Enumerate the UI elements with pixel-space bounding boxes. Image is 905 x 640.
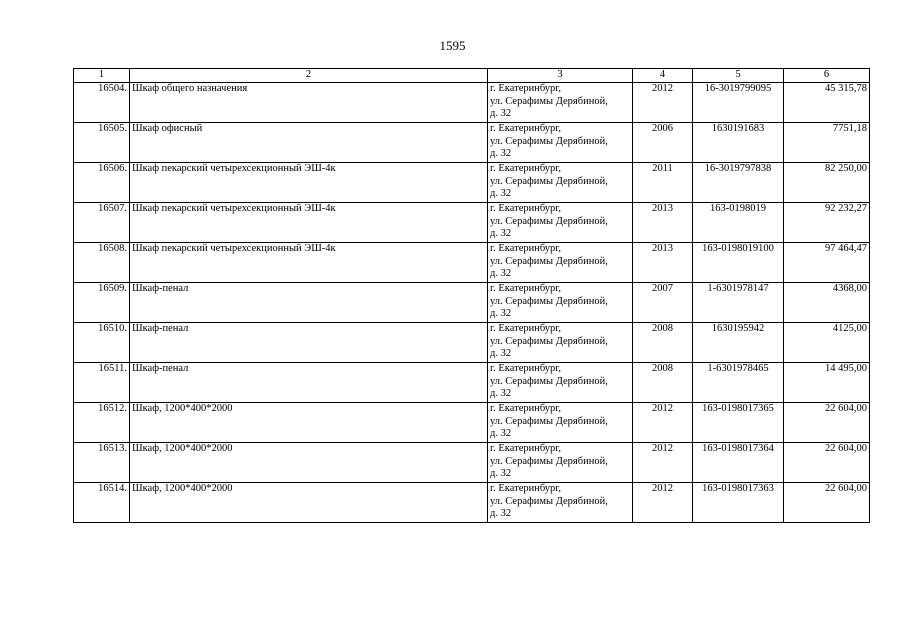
item-inventory-number: 1630195942	[693, 323, 784, 363]
item-inventory-number: 1-6301978147	[693, 283, 784, 323]
item-number: 16510.	[74, 323, 130, 363]
table-row	[74, 283, 870, 323]
item-address: г. Екатеринбург, ул. Серафимы Дерябиной, д. 32	[488, 363, 633, 403]
table-row	[74, 483, 870, 523]
item-name: Шкаф офисный	[130, 123, 488, 163]
item-address: г. Екатеринбург, ул. Серафимы Дерябиной, д. 32	[488, 123, 633, 163]
item-address: г. Екатеринбург, ул. Серафимы Дерябиной, д. 32	[488, 443, 633, 483]
item-year: 2012	[633, 403, 693, 443]
item-address: г. Екатеринбург, ул. Серафимы Дерябиной, д. 32	[488, 283, 633, 323]
item-name: Шкаф-пенал	[130, 283, 488, 323]
item-inventory-number: 1630191683	[693, 123, 784, 163]
item-number: 16508.	[74, 243, 130, 283]
table-row	[74, 323, 870, 363]
item-inventory-number: 1-6301978465	[693, 363, 784, 403]
table-row	[74, 123, 870, 163]
table-body	[74, 83, 870, 523]
item-year: 2013	[633, 203, 693, 243]
header-row	[74, 69, 870, 83]
item-name: Шкаф, 1200*400*2000	[130, 443, 488, 483]
item-year: 2008	[633, 363, 693, 403]
item-inventory-number: 16-3019797838	[693, 163, 784, 203]
item-cost: 4368,00	[784, 283, 870, 323]
table-row	[74, 83, 870, 123]
item-address: г. Екатеринбург, ул. Серафимы Дерябиной, д. 32	[488, 83, 633, 123]
item-cost: 97 464,47	[784, 243, 870, 283]
item-inventory-number: 163-0198017365	[693, 403, 784, 443]
item-cost: 82 250,00	[784, 163, 870, 203]
column-header: 4	[633, 69, 693, 83]
item-cost: 4125,00	[784, 323, 870, 363]
item-address: г. Екатеринбург, ул. Серафимы Дерябиной, д. 32	[488, 323, 633, 363]
item-inventory-number: 16-3019799095	[693, 83, 784, 123]
item-inventory-number: 163-0198019100	[693, 243, 784, 283]
item-year: 2012	[633, 483, 693, 523]
item-year: 2008	[633, 323, 693, 363]
table-header	[74, 69, 870, 83]
item-inventory-number: 163-0198017363	[693, 483, 784, 523]
item-address: г. Екатеринбург, ул. Серафимы Дерябиной, д. 32	[488, 403, 633, 443]
item-year: 2011	[633, 163, 693, 203]
item-number: 16505.	[74, 123, 130, 163]
item-year: 2013	[633, 243, 693, 283]
column-header: 5	[693, 69, 784, 83]
item-year: 2012	[633, 83, 693, 123]
item-inventory-number: 163-0198017364	[693, 443, 784, 483]
item-cost: 45 315,78	[784, 83, 870, 123]
item-cost: 14 495,00	[784, 363, 870, 403]
column-header: 2	[130, 69, 488, 83]
item-cost: 92 232,27	[784, 203, 870, 243]
item-number: 16506.	[74, 163, 130, 203]
property-registry-table	[73, 68, 870, 523]
item-inventory-number: 163-0198019	[693, 203, 784, 243]
column-header: 3	[488, 69, 633, 83]
table-row	[74, 203, 870, 243]
table-row	[74, 363, 870, 403]
item-name: Шкаф-пенал	[130, 363, 488, 403]
item-number: 16507.	[74, 203, 130, 243]
table-row	[74, 243, 870, 283]
item-year: 2012	[633, 443, 693, 483]
page-number: 1595	[439, 38, 466, 53]
item-number: 16514.	[74, 483, 130, 523]
item-name: Шкаф пекарский четырехсекционный ЭШ-4к	[130, 203, 488, 243]
item-cost: 22 604,00	[784, 483, 870, 523]
item-name: Шкаф-пенал	[130, 323, 488, 363]
item-name: Шкаф пекарский четырехсекционный ЭШ-4к	[130, 163, 488, 203]
item-number: 16512.	[74, 403, 130, 443]
item-address: г. Екатеринбург, ул. Серафимы Дерябиной, д. 32	[488, 163, 633, 203]
item-address: г. Екатеринбург, ул. Серафимы Дерябиной, д. 32	[488, 203, 633, 243]
column-header: 1	[74, 69, 130, 83]
item-cost: 22 604,00	[784, 403, 870, 443]
item-name: Шкаф, 1200*400*2000	[130, 483, 488, 523]
column-header: 6	[784, 69, 870, 83]
item-cost: 7751,18	[784, 123, 870, 163]
item-name: Шкаф, 1200*400*2000	[130, 403, 488, 443]
item-number: 16509.	[74, 283, 130, 323]
item-number: 16504.	[74, 83, 130, 123]
item-name: Шкаф общего назначения	[130, 83, 488, 123]
item-address: г. Екатеринбург, ул. Серафимы Дерябиной, д. 32	[488, 243, 633, 283]
item-number: 16511.	[74, 363, 130, 403]
table-row	[74, 403, 870, 443]
table-row	[74, 443, 870, 483]
item-year: 2006	[633, 123, 693, 163]
table-row	[74, 163, 870, 203]
item-cost: 22 604,00	[784, 443, 870, 483]
item-name: Шкаф пекарский четырехсекционный ЭШ-4к	[130, 243, 488, 283]
item-number: 16513.	[74, 443, 130, 483]
item-address: г. Екатеринбург, ул. Серафимы Дерябиной, д. 32	[488, 483, 633, 523]
item-year: 2007	[633, 283, 693, 323]
